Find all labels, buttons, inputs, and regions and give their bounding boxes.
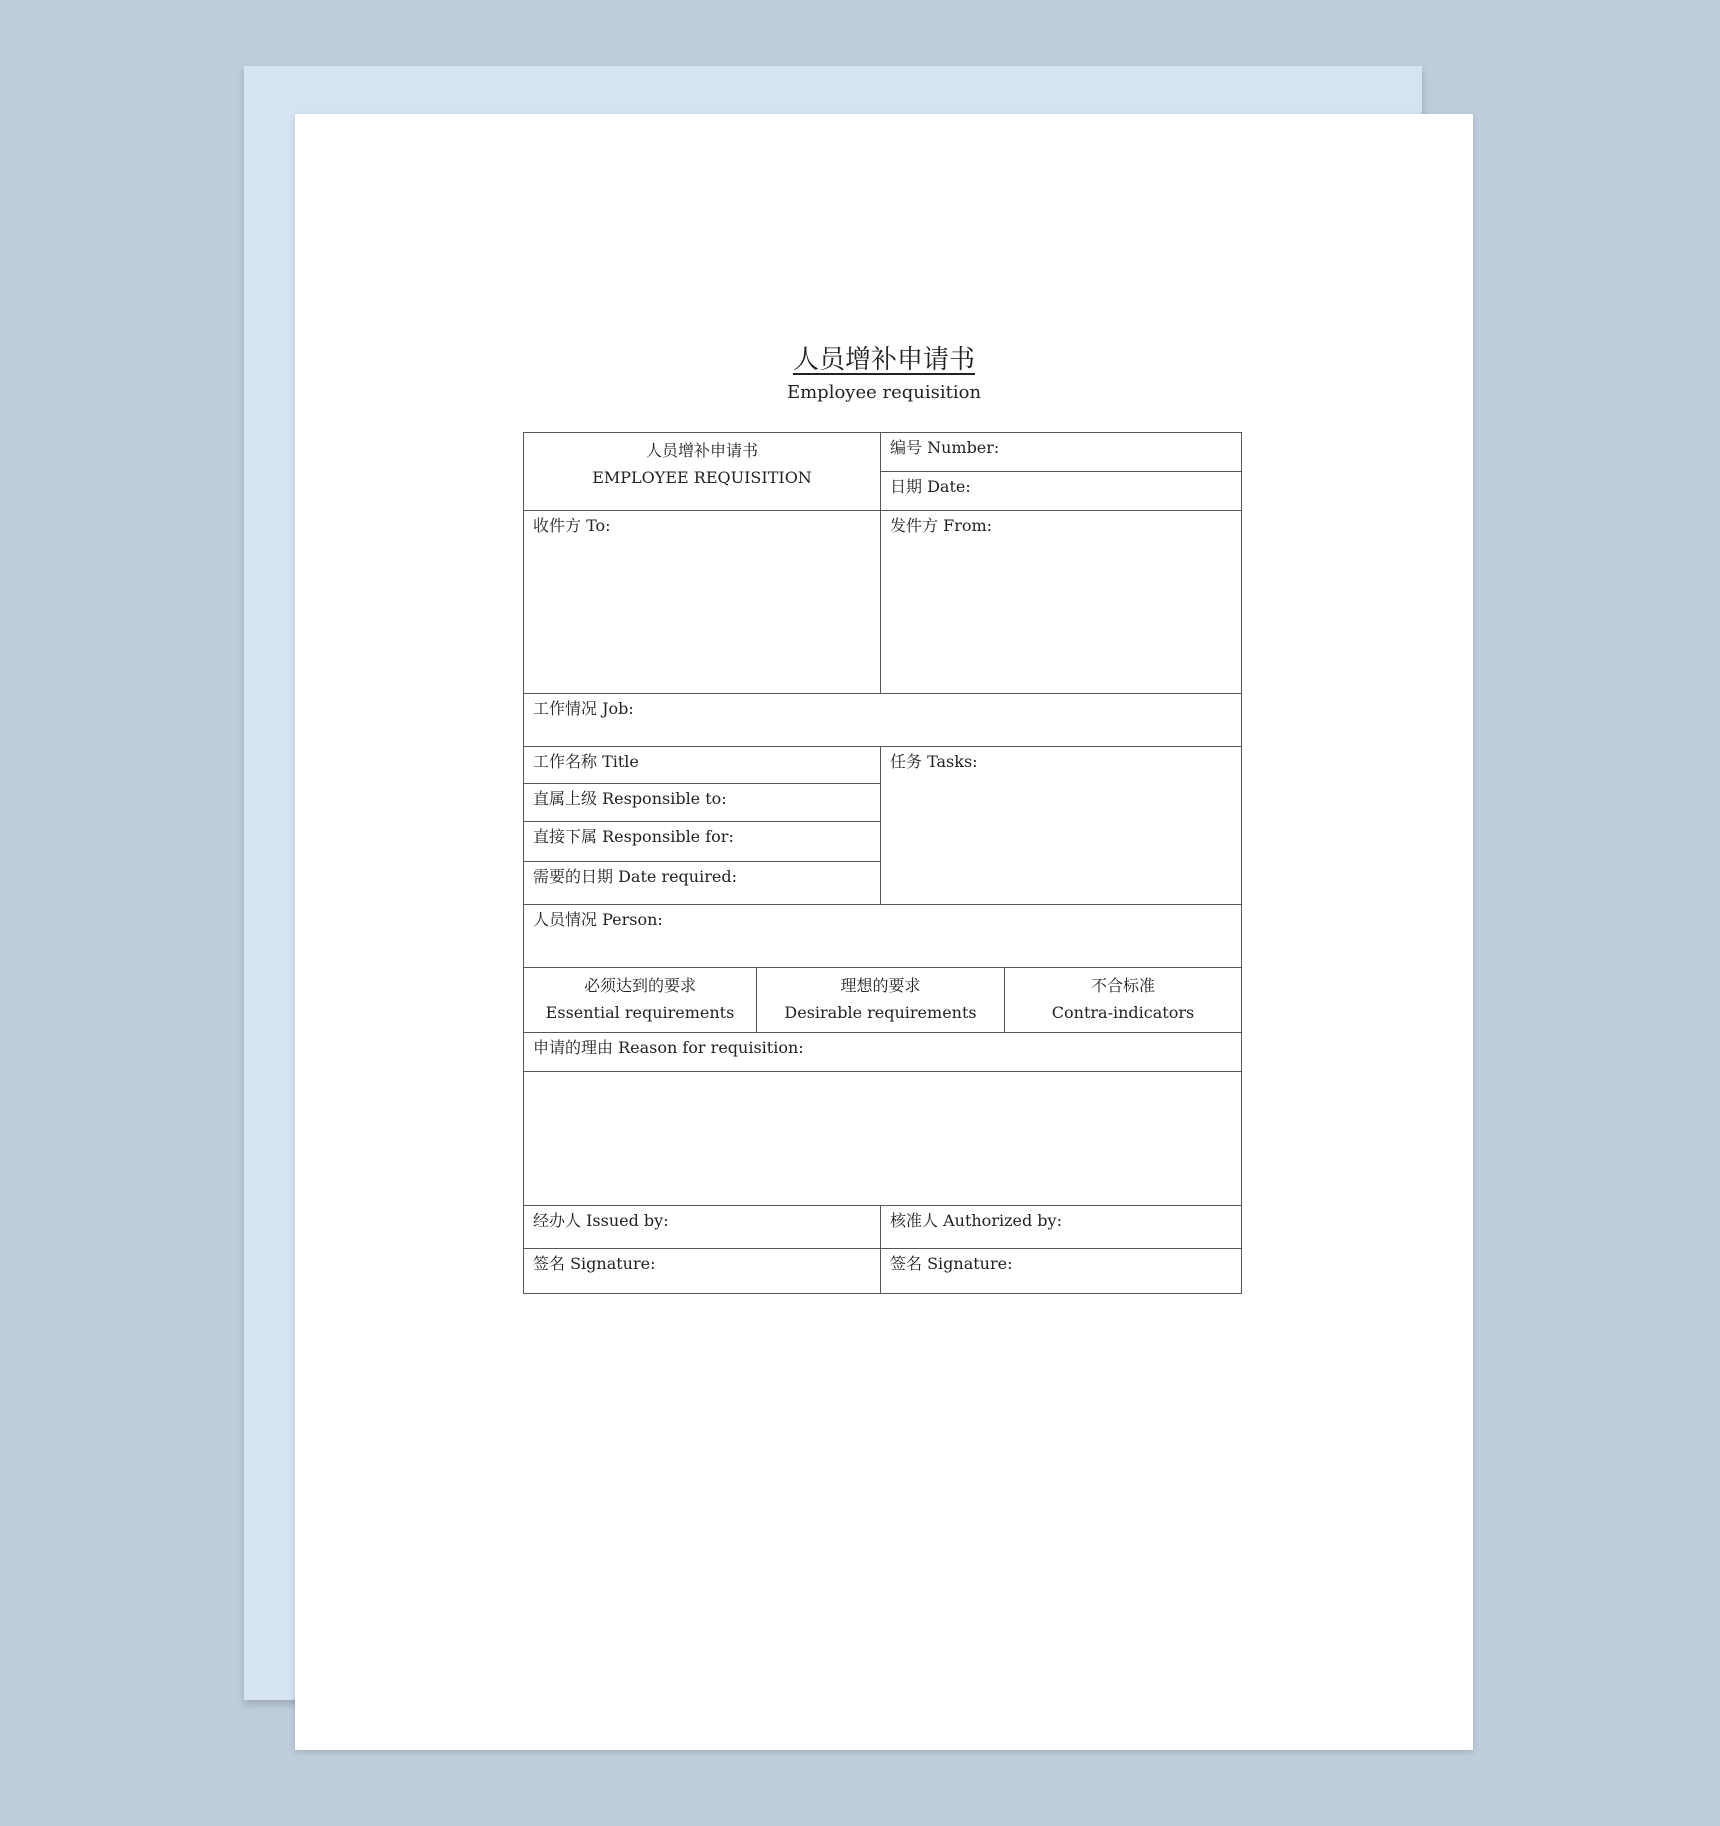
contra-indicators-cell[interactable] (1005, 968, 1242, 1033)
document-page (295, 114, 1473, 1750)
reason-label-field: 申请的理由 Reason for requisition: (524, 1033, 1242, 1072)
signature-left-field[interactable]: 签名 Signature: (524, 1249, 881, 1294)
requirement-label-en: Essential requirements (545, 1003, 735, 1022)
form-header-en: EMPLOYEE REQUISITION (592, 468, 812, 487)
from-field[interactable]: 发件方 From: (881, 511, 1242, 694)
requirement-label-en: Contra-indicators (1051, 1003, 1195, 1022)
form-header-cell (524, 433, 881, 511)
job-field[interactable]: 工作情况 Job: (524, 694, 1242, 747)
reason-input-area[interactable] (524, 1072, 1242, 1206)
number-field[interactable]: 编号 Number: (881, 433, 1242, 472)
signature-right-field[interactable]: 签名 Signature: (881, 1249, 1242, 1294)
responsible-for-field[interactable]: 直接下属 Responsible for: (524, 822, 881, 862)
authorized-by-field[interactable]: 核准人 Authorized by: (881, 1206, 1242, 1249)
requirement-label-cn: 理想的要求 (840, 976, 921, 995)
date-required-field[interactable]: 需要的日期 Date required: (524, 862, 881, 905)
person-field[interactable]: 人员情况 Person: (524, 905, 1242, 968)
responsible-to-field[interactable]: 直属上级 Responsible to: (524, 784, 881, 822)
requisition-form-table (523, 432, 1242, 1294)
essential-requirements-cell[interactable] (524, 968, 757, 1033)
requirement-label-en: Desirable requirements (784, 1003, 977, 1022)
requirement-label-cn: 必须达到的要求 (583, 976, 696, 995)
requirement-label-cn: 不合标准 (1091, 976, 1156, 995)
date-field[interactable]: 日期 Date: (881, 472, 1242, 511)
issued-by-field[interactable]: 经办人 Issued by: (524, 1206, 881, 1249)
form-header-cn: 人员增补申请书 (645, 441, 758, 460)
page-subtitle: Employee requisition (786, 382, 982, 403)
desirable-requirements-cell[interactable] (757, 968, 1005, 1033)
to-field[interactable]: 收件方 To: (524, 511, 881, 694)
page-title: 人员增补申请书 (792, 345, 975, 375)
job-title-field[interactable]: 工作名称 Title (524, 747, 881, 784)
tasks-field[interactable]: 任务 Tasks: (881, 747, 1242, 905)
